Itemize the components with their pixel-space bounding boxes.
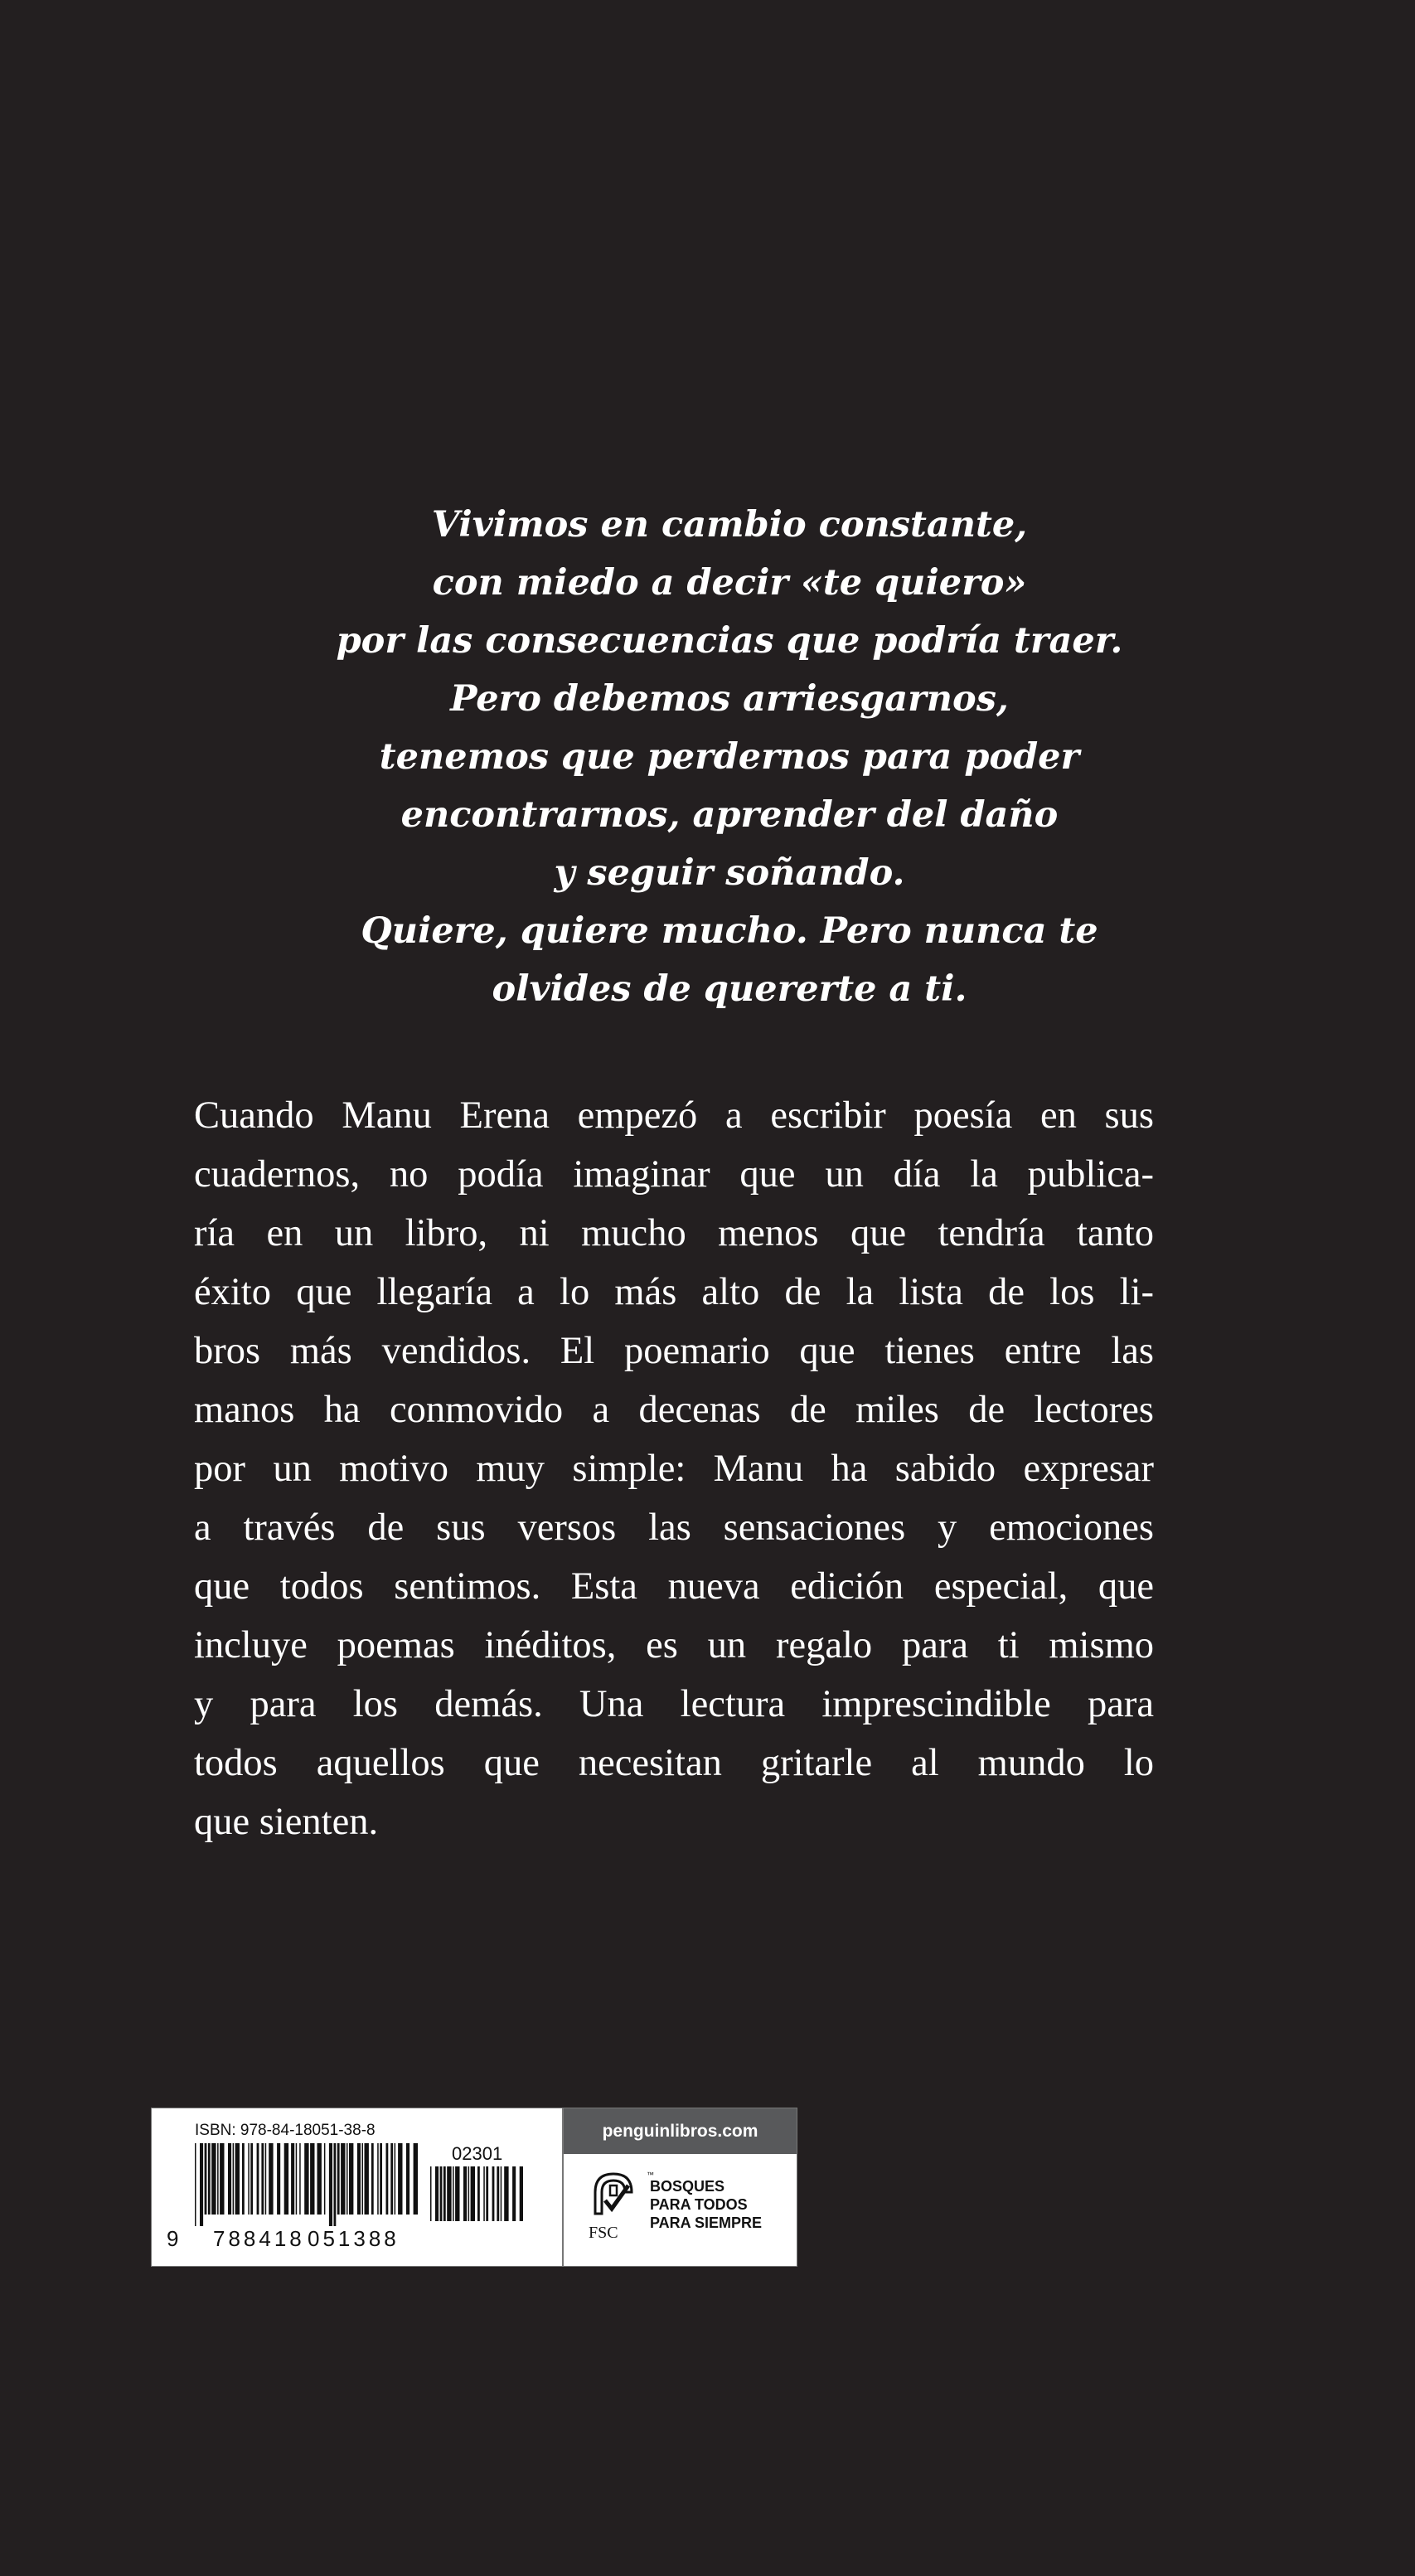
barcode-bar <box>200 2143 203 2226</box>
barcode-bar <box>362 2143 364 2215</box>
description-line: a través de sus versos las sensaciones y emociones <box>194 1506 1154 1549</box>
barcode-bar <box>443 2166 446 2221</box>
barcode-bar <box>447 2166 451 2221</box>
description-line: y para los demás. Una lectura imprescindible para <box>194 1683 1154 1725</box>
barcode-bar <box>299 2143 301 2215</box>
description-line: ría en un libro, ni mucho menos que tendría tanto <box>194 1212 1154 1254</box>
barcode-bar <box>341 2143 345 2215</box>
barcode-bar <box>398 2143 402 2215</box>
description-line: que sienten. <box>194 1801 379 1843</box>
barcode-bar <box>380 2143 382 2215</box>
barcode-bar <box>291 2143 294 2215</box>
barcode-bar <box>430 2166 432 2221</box>
fsc-tree-check-icon <box>587 2167 640 2222</box>
fsc-trademark: ™ <box>647 2171 654 2179</box>
barcode-bar <box>435 2166 439 2221</box>
poem-line: tenemos que perdernos para poder <box>379 736 1080 778</box>
fsc-slogan-line: BOSQUES <box>650 2178 725 2195</box>
barcode-area <box>152 2108 562 2266</box>
barcode-bar <box>248 2143 250 2215</box>
barcode-bar <box>357 2143 361 2215</box>
barcode-bar <box>406 2143 409 2215</box>
barcode-digits-left: 788418 <box>213 2226 305 2251</box>
poem-line: Quiere, quiere mucho. Pero nunca te <box>361 910 1098 952</box>
fsc-slogan-line: PARA SIEMPRE <box>650 2215 763 2231</box>
barcode-bar <box>250 2143 253 2215</box>
barcode-bar <box>497 2166 499 2221</box>
barcode-bar <box>440 2166 443 2221</box>
fsc-logo-text: FSC <box>589 2224 618 2242</box>
barcode-bar <box>217 2143 219 2215</box>
barcode-bar <box>310 2143 314 2215</box>
description-line: manos ha conmovido a decenas de miles de lectores <box>194 1389 1154 1431</box>
barcode-bar <box>512 2166 516 2221</box>
description-line: por un motivo muy simple: Manu ha sabido expresar <box>194 1448 1154 1490</box>
description-line: éxito que llegaría a lo más alto de la lista de los li- <box>194 1271 1154 1313</box>
barcode-bar <box>329 2143 332 2226</box>
barcode-bar <box>228 2143 231 2215</box>
barcode-bar <box>346 2143 348 2215</box>
barcode-bar <box>468 2166 470 2221</box>
description-line: incluye poemas inéditos, es un regalo para ti mismo <box>194 1624 1154 1666</box>
barcode-bar <box>257 2143 259 2215</box>
barcode-bar <box>337 2143 340 2215</box>
barcode-bar <box>205 2143 207 2215</box>
barcode-bar <box>211 2143 216 2215</box>
barcode-bar <box>414 2143 418 2215</box>
barcode-bar <box>483 2166 485 2221</box>
barcode-bar <box>455 2166 459 2221</box>
barcode-bar <box>371 2143 374 2215</box>
fsc-certification <box>564 2154 797 2266</box>
barcode-label-box <box>151 2108 797 2267</box>
description-line: todos aquellos que necesitan gritarle al mundo lo <box>194 1742 1154 1784</box>
poem-line: por las consecuencias que podría traer. <box>336 620 1123 662</box>
barcode-bar <box>520 2166 523 2221</box>
barcode-bar <box>365 2143 369 2215</box>
description-line: que todos sentimos. Esta nueva edición especial, que <box>194 1565 1154 1608</box>
barcode-digits-right: 051388 <box>308 2226 400 2251</box>
barcode-bar <box>501 2166 502 2221</box>
poem-line: y seguir soñando. <box>554 852 905 894</box>
barcode-bar <box>269 2143 273 2215</box>
barcode-bar <box>324 2143 326 2215</box>
barcode-bar <box>261 2143 264 2215</box>
barcode-bar <box>317 2143 322 2215</box>
book-description <box>194 1086 1154 1851</box>
barcode-digit-first: 9 <box>167 2226 179 2251</box>
description-line: cuadernos, no podía imaginar que un día la publica- <box>194 1153 1154 1196</box>
poem-line: con miedo a decir «te quiero» <box>432 562 1027 604</box>
barcode-bar <box>304 2143 308 2215</box>
isbn-label: ISBN: 978-84-18051-38-8 <box>195 2122 376 2139</box>
barcode-bar <box>377 2143 379 2215</box>
ean-barcode <box>195 2143 419 2226</box>
addon-barcode <box>430 2166 523 2233</box>
barcode-bar <box>453 2166 454 2221</box>
poem-line: Vivimos en cambio constante, <box>431 504 1028 546</box>
barcode-bar <box>492 2166 495 2221</box>
poem-line: olvides de quererte a ti. <box>492 968 967 1010</box>
barcode-bar <box>235 2143 240 2215</box>
fsc-slogan <box>650 2177 762 2232</box>
barcode-bar <box>277 2143 280 2215</box>
barcode-bar <box>463 2166 467 2221</box>
description-line: bros más vendidos. El poemario que tienes entre las <box>194 1330 1154 1372</box>
barcode-bar <box>477 2166 480 2221</box>
barcode-bar <box>349 2143 353 2215</box>
barcode-bar <box>284 2143 288 2215</box>
barcode-bar <box>220 2143 224 2215</box>
poem-excerpt <box>207 496 1252 1018</box>
barcode-bar <box>195 2143 196 2226</box>
barcode-bar <box>471 2166 475 2221</box>
barcode-bar <box>334 2143 337 2226</box>
barcode-addon-number: 02301 <box>452 2143 503 2164</box>
barcode-bar <box>395 2143 396 2215</box>
publisher-website: penguinlibros.com <box>564 2108 797 2154</box>
fsc-slogan-line: PARA TODOS <box>650 2196 748 2213</box>
barcode-bar <box>390 2143 393 2215</box>
barcode-bar <box>386 2143 389 2215</box>
barcode-bar <box>242 2143 245 2215</box>
poem-line: Pero debemos arriesgarnos, <box>450 678 1009 720</box>
barcode-bar <box>265 2143 267 2215</box>
barcode-bar <box>486 2166 488 2221</box>
barcode-bar <box>296 2143 298 2215</box>
description-line: Cuando Manu Erena empezó a escribir poesía en sus <box>194 1094 1154 1137</box>
barcode-bar <box>233 2143 235 2215</box>
poem-line: encontrarnos, aprender del daño <box>400 794 1059 836</box>
barcode-bar <box>504 2166 508 2221</box>
barcode-bar <box>208 2143 211 2215</box>
